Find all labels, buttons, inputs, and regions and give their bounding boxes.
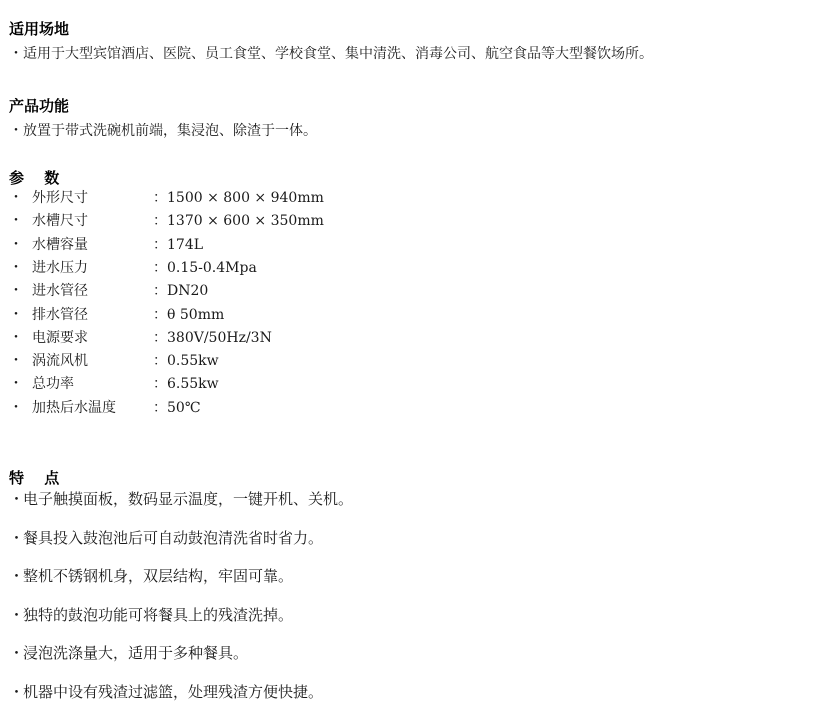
param-value: 6.55kw: [167, 376, 219, 393]
function-heading: 产品功能: [9, 97, 70, 115]
param-value: θ 50mm: [167, 306, 225, 323]
bullet: ・: [9, 528, 25, 547]
param-label: 加热后水温度: [32, 399, 116, 416]
bullet: ・: [9, 213, 23, 230]
feature-text: 整机不锈钢机身，双层结构，牢固可靠。: [23, 567, 294, 586]
feature-text: 电子触摸面板，数码显示温度，一键开机、关机。: [23, 490, 354, 508]
feature-item: [9, 529, 323, 547]
feature-text: 餐具投入鼓泡池后可自动鼓泡清洗省时省力。: [23, 528, 324, 547]
param-label: 水槽尺寸: [32, 213, 88, 230]
param-label: 涡流风机: [32, 353, 88, 370]
param-value: 50℃: [167, 399, 201, 416]
function-text: 放置于带式洗碗机前端，集浸泡、除渣于一体。: [23, 123, 317, 139]
feature-item: [9, 606, 293, 624]
feature-text: 浸泡洗涤量大，适用于多种餐具。: [23, 644, 249, 663]
param-label: 进水管径: [32, 283, 88, 300]
param-row: [9, 236, 709, 254]
venue-heading: 适用场地: [9, 20, 70, 38]
param-colon: ：: [153, 306, 167, 323]
bullet: ・: [9, 376, 23, 393]
param-colon: ：: [153, 259, 167, 276]
param-label: 外形尺寸: [32, 190, 88, 206]
bullet: ・: [9, 567, 25, 586]
bullet: ・: [9, 46, 23, 62]
param-value: 174L: [167, 236, 204, 253]
venue-line: [9, 45, 653, 63]
param-row: [9, 282, 709, 300]
param-row: [9, 212, 709, 230]
bullet: ・: [9, 353, 23, 370]
params-heading: 参 数: [9, 169, 60, 187]
param-row: [9, 399, 709, 417]
param-colon: ：: [153, 213, 167, 230]
features-heading: 特 点: [9, 469, 60, 487]
param-value: 1500 × 800 × 940mm: [167, 190, 324, 206]
feature-text: 机器中设有残渣过滤篮，处理残渣方便快捷。: [23, 683, 324, 701]
param-row: [9, 189, 709, 207]
feature-item: [9, 567, 293, 585]
param-colon: ：: [153, 190, 167, 206]
param-row: [9, 329, 709, 347]
param-row: [9, 352, 709, 370]
bullet: ・: [9, 123, 23, 139]
param-value: 380V/50Hz/3N: [167, 329, 272, 346]
bullet: ・: [9, 605, 25, 624]
bullet: ・: [9, 259, 23, 276]
param-label: 水槽容量: [32, 236, 88, 253]
feature-item: [9, 644, 248, 662]
bullet: ・: [9, 644, 25, 663]
param-row: [9, 306, 709, 324]
param-label: 进水压力: [32, 259, 88, 276]
feature-item: [9, 683, 323, 701]
param-value: 1370 × 600 × 350mm: [167, 213, 324, 230]
bullet: ・: [9, 236, 23, 253]
function-line: [9, 122, 317, 140]
bullet: ・: [9, 306, 23, 323]
param-value: 0.15-0.4Mpa: [167, 259, 257, 276]
bullet: ・: [9, 490, 25, 508]
param-label: 排水管径: [32, 306, 88, 323]
bullet: ・: [9, 283, 23, 300]
bullet: ・: [9, 190, 23, 206]
param-label: 总功率: [32, 376, 74, 393]
param-value: 0.55kw: [167, 353, 219, 370]
bullet: ・: [9, 329, 23, 346]
param-colon: ：: [153, 236, 167, 253]
param-row: [9, 259, 709, 277]
param-colon: ：: [153, 283, 167, 300]
param-label: 电源要求: [32, 329, 88, 346]
param-colon: ：: [153, 376, 167, 393]
feature-text: 独特的鼓泡功能可将餐具上的残渣洗掉。: [23, 605, 294, 624]
param-colon: ：: [153, 353, 167, 370]
venue-text: 适用于大型宾馆酒店、医院、员工食堂、学校食堂、集中清洗、消毒公司、航空食品等大型餐饮场所。: [23, 46, 653, 62]
param-value: DN20: [167, 283, 209, 300]
param-row: [9, 375, 709, 393]
feature-item: [9, 490, 353, 508]
bullet: ・: [9, 399, 23, 416]
param-colon: ：: [153, 399, 167, 416]
param-colon: ：: [153, 329, 167, 346]
bullet: ・: [9, 683, 25, 701]
